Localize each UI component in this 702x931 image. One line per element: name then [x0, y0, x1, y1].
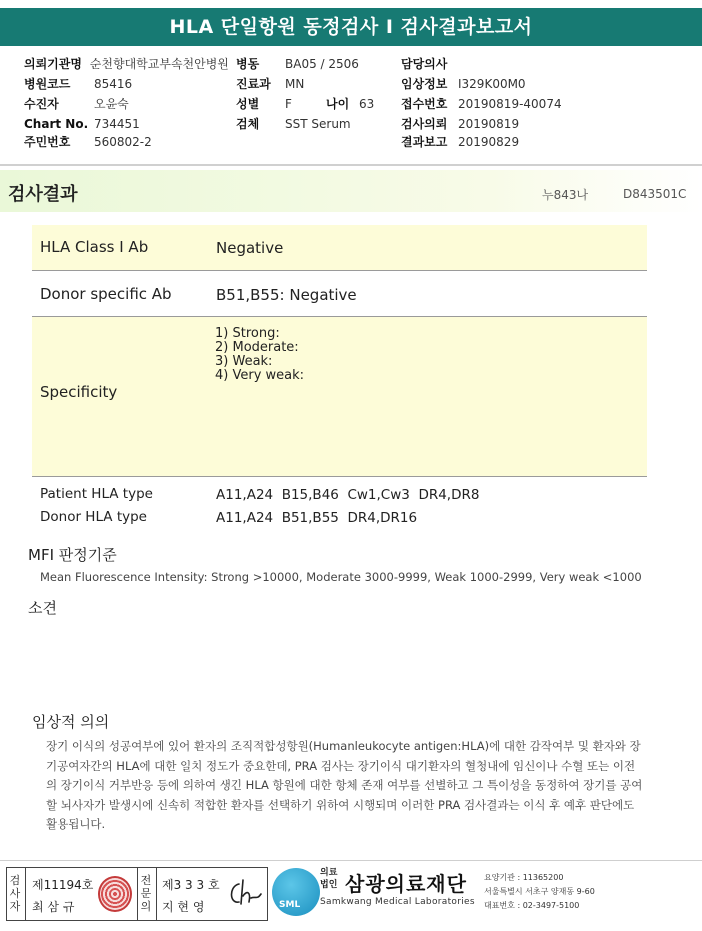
header-value: SST Serum	[285, 117, 351, 131]
org-name: 삼광의료재단	[345, 872, 467, 896]
donor-hla-value: A11,A24 B51,B55 DR4,DR16	[216, 510, 418, 526]
header-label: 검사의뢰	[401, 117, 448, 131]
header-row-ward	[236, 56, 359, 72]
header-value: 63	[359, 97, 375, 111]
reviewer-vertical-label: 전문의	[140, 874, 152, 913]
mfi-criteria: Mean Fluorescence Intensity: Strong >10000, Moderate 3000-9999, Weak 1000-2999, Very weak <1000	[40, 570, 642, 584]
header-value: 20190819-40074	[458, 97, 562, 111]
specificity-strong: 1) Strong:	[215, 326, 280, 341]
header-row-institution	[24, 56, 229, 72]
header-label: 성별	[236, 97, 260, 111]
tester-name: 최 삼 규	[32, 900, 75, 914]
row-specificity	[32, 317, 647, 477]
org-address: 서울특별시 서초구 양재동 9-60	[484, 887, 595, 896]
signature-divider	[25, 868, 26, 920]
header-row-patient	[24, 96, 129, 112]
row-label: Specificity	[40, 383, 118, 401]
signature-divider	[137, 868, 138, 920]
header-value: 734451	[94, 117, 140, 131]
header-row-id	[24, 134, 152, 150]
specificity-very-weak: 4) Very weak:	[215, 368, 305, 383]
reviewer-license: 제3 3 3 호	[162, 878, 220, 892]
header-row-clinical-info	[401, 76, 526, 92]
row-label: Donor specific Ab	[40, 285, 172, 303]
header-divider	[0, 164, 702, 166]
header-value: BA05 / 2506	[285, 57, 359, 71]
findings-title: 소견	[28, 599, 57, 617]
header-row-department	[236, 76, 305, 92]
row-label: HLA Class I Ab	[40, 238, 149, 256]
report-title: HLA 단일항원 동정검사 I 검사결과보고서	[0, 8, 702, 46]
header-label: 진료과	[236, 77, 271, 91]
specificity-moderate: 2) Moderate:	[215, 340, 299, 355]
header-value: 20190819	[458, 117, 520, 131]
header-value: F	[285, 97, 292, 111]
specificity-weak: 3) Weak:	[215, 354, 273, 369]
result-code-2: D843501C	[623, 187, 687, 201]
donor-hla-label: Donor HLA type	[40, 509, 147, 525]
header-row-report-date	[401, 134, 520, 150]
header-label: 수진자	[24, 97, 59, 111]
header-value: I329K00M0	[458, 77, 526, 91]
row-donor-specific	[32, 271, 647, 317]
header-row-specimen	[236, 116, 351, 132]
signature-box	[6, 867, 268, 921]
header-label: 병동	[236, 57, 260, 71]
org-type-2: 법인	[320, 880, 338, 890]
row-hla-class-i	[32, 225, 647, 271]
row-value: B51,B55: Negative	[216, 286, 357, 304]
header-label: 임상정보	[401, 77, 448, 91]
header-value: 560802-2	[94, 135, 152, 149]
header-label: 나이	[326, 97, 350, 111]
header-value: 오윤숙	[94, 97, 129, 111]
header-label: 검체	[236, 117, 260, 131]
results-title: 검사결과	[8, 184, 78, 205]
header-value: 85416	[94, 77, 133, 91]
row-value: Negative	[216, 239, 284, 257]
header-label: 결과보고	[401, 135, 448, 149]
header-value: 순천향대학교부속천안병원	[89, 57, 229, 71]
specificity-list	[215, 327, 304, 383]
header-label: 의뢰기관명	[24, 57, 82, 71]
header-value: 20190829	[458, 135, 520, 149]
patient-hla-value: A11,A24 B15,B46 Cw1,Cw3 DR4,DR8	[216, 487, 480, 503]
org-english-name: Samkwang Medical Laboratories	[320, 897, 475, 907]
clinical-title: 임상적 의의	[32, 713, 110, 731]
tester-vertical-label: 검사자	[9, 874, 21, 913]
header-row-doctor	[401, 56, 447, 72]
header-label: Chart No.	[24, 117, 89, 131]
header-label: 접수번호	[401, 97, 448, 111]
header-row-receipt-no	[401, 96, 562, 112]
header-label: 주민번호	[24, 135, 71, 149]
result-code-1: 누843나	[542, 188, 589, 202]
header-value: MN	[285, 77, 305, 91]
mfi-title: MFI 판정기준	[28, 546, 117, 564]
header-row-chart	[24, 116, 140, 132]
org-phone: 대표번호 : 02-3497-5100	[484, 901, 580, 910]
results-band	[0, 170, 702, 212]
header-row-hospital-code	[24, 76, 133, 92]
patient-hla-label: Patient HLA type	[40, 486, 153, 502]
header-row-sex	[236, 96, 292, 112]
clinical-text: 장기 이식의 성공여부에 있어 환자의 조직적합성항원(Humanleukocyte antigen:HLA)에 대한 감작여부 및 환자와 장기공여자간의 HLA에 대한 일치 정도가 중요한데, PRA 검사는 장기이식 대기환자의 혈청내에 임신이나 수혈 또는 이전의 장기이식 거부반응 등에 의하여 생긴 HLA 항원에 대한 항체 존재 여부를 선별하고 그 특이성을 동정하여 장기를 공여할 뇌사자가 발생시에 신속히 적합한 환자를 선택하기 위하여 시행되며 이러한 PRA 검사결과는 이식 후 예후 판단에도 활용됩니다.	[46, 739, 643, 831]
signature-divider	[156, 868, 157, 920]
reviewer-signature-icon	[225, 876, 265, 912]
logo-text: SML	[279, 900, 301, 910]
tester-seal-icon	[98, 876, 132, 912]
reviewer-name: 지 현 영	[162, 900, 205, 914]
org-type-1: 의료	[320, 868, 338, 878]
footer-divider	[0, 860, 702, 861]
tester-license: 제11194호	[32, 878, 94, 892]
header-row-request-date	[401, 116, 520, 132]
header-row-age	[326, 96, 374, 112]
header-label: 담당의사	[401, 57, 448, 71]
org-institution-code: 요양기관 : 11365200	[484, 873, 564, 882]
header-label: 병원코드	[24, 77, 71, 91]
